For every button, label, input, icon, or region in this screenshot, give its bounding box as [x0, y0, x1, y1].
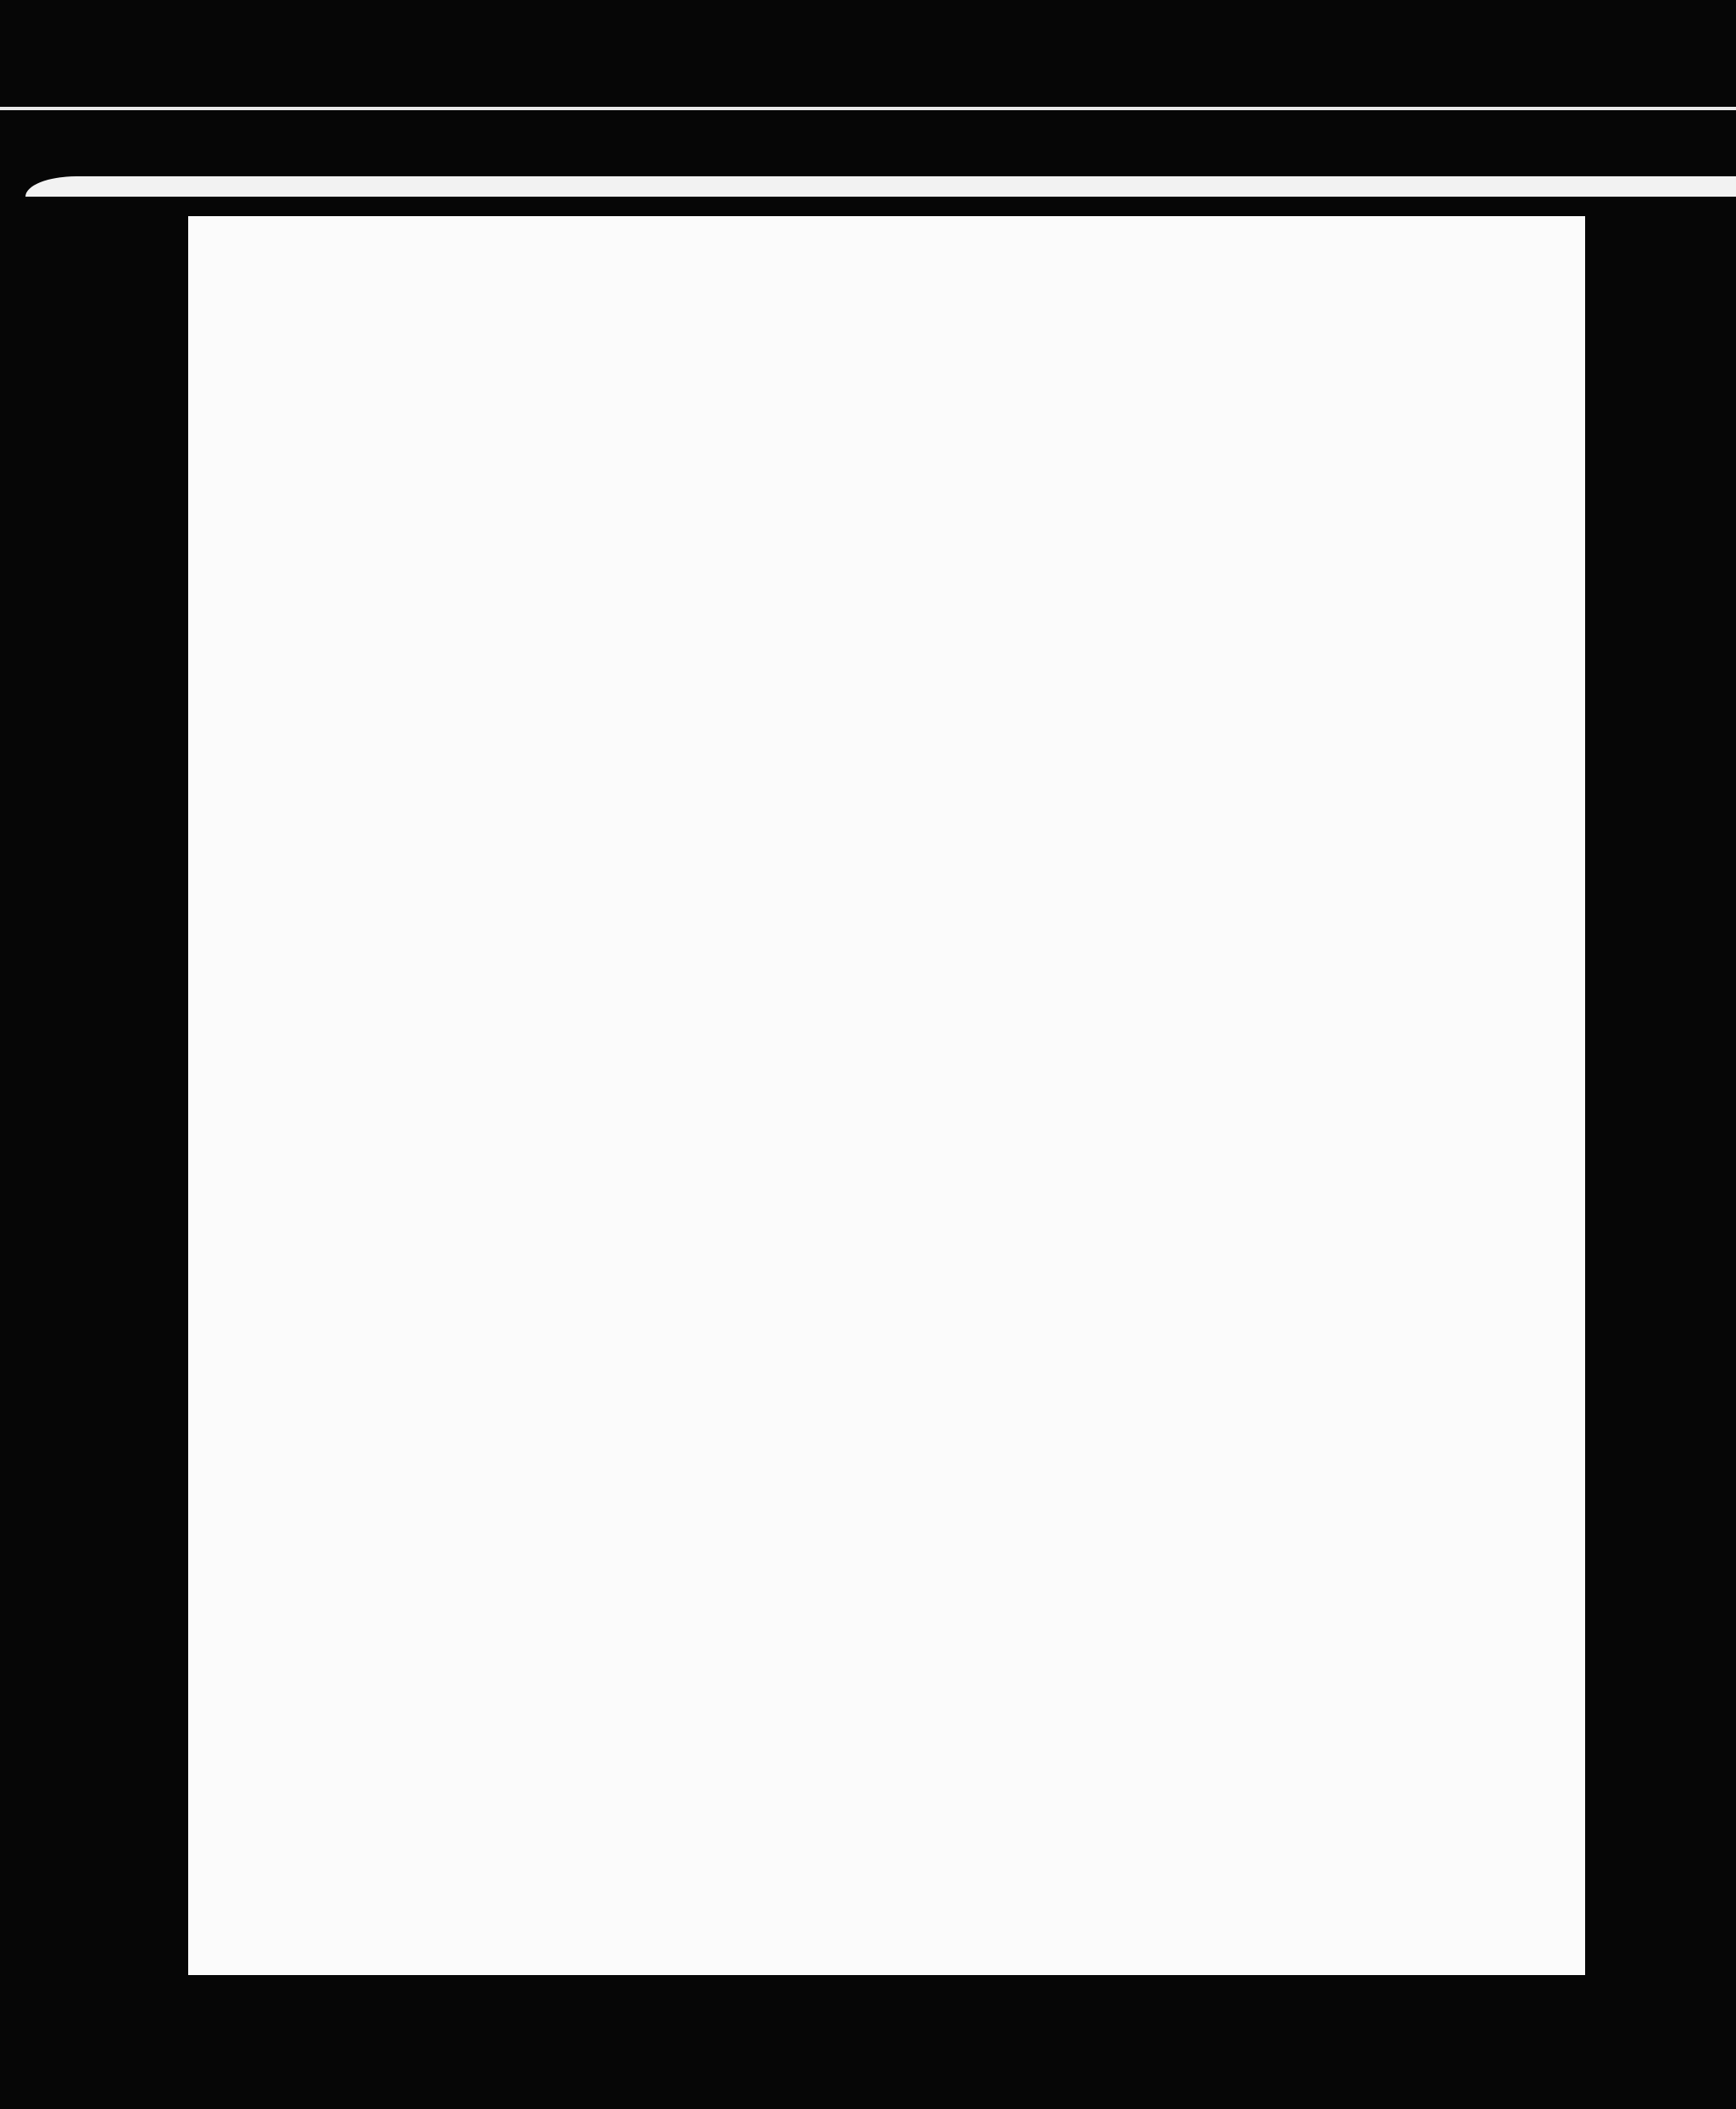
document-page	[188, 216, 1585, 1975]
scan-top-rule	[0, 107, 1736, 110]
scan-page-edge	[25, 176, 1736, 197]
